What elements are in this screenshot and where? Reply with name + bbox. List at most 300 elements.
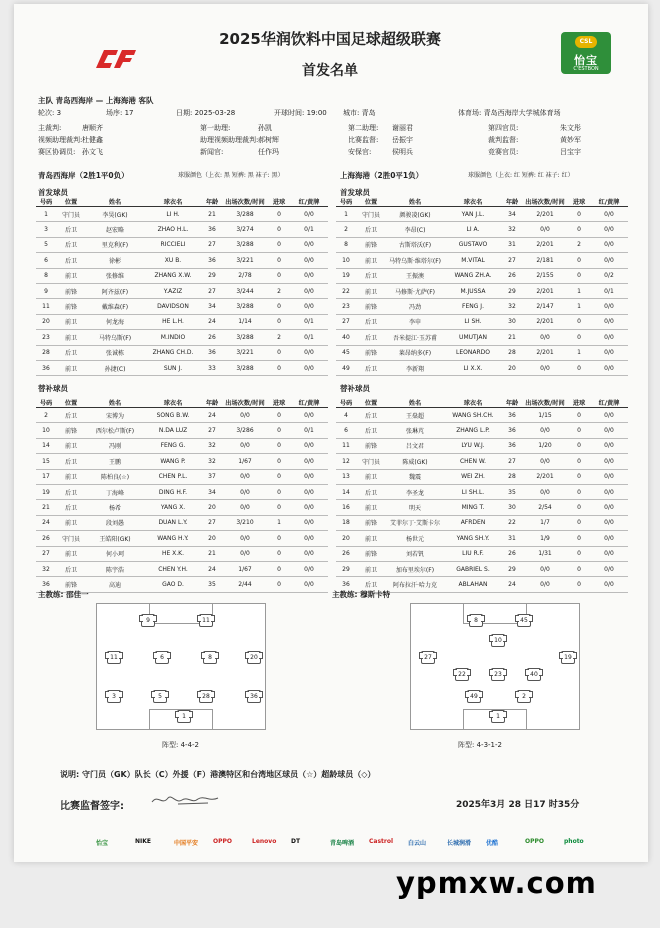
official-role: 助理视频助理裁判: [200, 136, 259, 144]
player-cell: 马特乌斯(F) [86, 330, 144, 345]
player-cell: 0 [268, 345, 290, 360]
player-row [36, 345, 328, 360]
player-cell: 0/0 [522, 454, 568, 469]
player-cell: 0/1 [290, 423, 328, 438]
official-role: 裁判监督: [488, 136, 519, 144]
player-cell: 1 [568, 345, 590, 360]
player-cell: 陈威(GK) [386, 454, 444, 469]
player-cell: 前锋 [356, 345, 386, 360]
player-cell: 前卫 [356, 283, 386, 298]
player-cell: 0/0 [590, 484, 628, 499]
player-cell: 2 [36, 408, 56, 423]
player-cell: 张琳芃 [386, 423, 444, 438]
player-cell: 0/1 [290, 314, 328, 329]
player-cell: 0/0 [222, 484, 268, 499]
sponsor-logo: 优酷 [486, 840, 499, 847]
player-cell: DUAN L.Y. [144, 515, 202, 530]
player-cell: 前锋 [56, 577, 86, 592]
player-cell: 0/0 [222, 408, 268, 423]
player-cell: 赵宏略 [86, 222, 144, 237]
player-cell: 0/0 [590, 438, 628, 453]
player-row [336, 423, 628, 438]
player-row [336, 345, 628, 360]
player-cell: 李圣龙 [386, 484, 444, 499]
player-row [36, 531, 328, 546]
player-cell: 前卫 [56, 330, 86, 345]
player-row [336, 438, 628, 453]
player-cell: 莱昂纳多(F) [386, 345, 444, 360]
player-cell: 0 [268, 360, 290, 375]
player-cell: 0 [568, 546, 590, 561]
player-shirt-icon: 6 [155, 651, 169, 664]
away-starters-label: 首发球员 [340, 188, 370, 197]
player-cell: 18 [336, 515, 356, 530]
official-role: 主裁判: [38, 124, 62, 132]
player-cell: 1/20 [522, 438, 568, 453]
player-cell: 36 [202, 222, 222, 237]
player-cell: 0/0 [290, 531, 328, 546]
official-name: 黄妙军 [560, 136, 581, 144]
column-header: 红/黄牌 [590, 398, 628, 408]
player-row [336, 515, 628, 530]
player-cell: 40 [336, 330, 356, 345]
player-cell: 前卫 [356, 500, 386, 515]
player-cell: WANG H.Y. [144, 531, 202, 546]
player-cell: 13 [336, 469, 356, 484]
column-header: 进球 [268, 197, 290, 207]
player-cell: 11 [36, 299, 56, 314]
player-cell: ZHANG X.W. [144, 268, 202, 283]
player-cell: 后卫 [56, 561, 86, 576]
official-role: 安保官: [348, 148, 372, 156]
player-cell: 36 [202, 253, 222, 268]
player-cell: 前卫 [56, 438, 86, 453]
column-header: 号码 [36, 398, 56, 408]
player-cell: 明天 [386, 500, 444, 515]
player-row [36, 469, 328, 484]
player-cell: SONG B.W. [144, 408, 202, 423]
player-cell: 0 [568, 438, 590, 453]
player-row [336, 299, 628, 314]
away-formation: 阵型: 4-3-1-2 [458, 741, 502, 749]
away-team-name: 上海海港（2胜0平1负） [340, 171, 424, 180]
column-header: 姓名 [86, 398, 144, 408]
player-row [336, 531, 628, 546]
player-cell: 颜骏凌(GK) [386, 207, 444, 222]
player-cell: 29 [502, 561, 522, 576]
player-cell: 1/67 [222, 561, 268, 576]
player-cell: WANG ZH.A. [444, 268, 502, 283]
player-cell: 20 [202, 500, 222, 515]
player-cell: 27 [202, 283, 222, 298]
player-cell: 后卫 [356, 314, 386, 329]
player-cell: 2/201 [522, 237, 568, 252]
player-cell: 前锋 [356, 438, 386, 453]
player-cell: 陈柏良(☆) [86, 469, 144, 484]
player-cell: 后卫 [356, 360, 386, 375]
player-row [36, 314, 328, 329]
player-cell: WEI ZH. [444, 469, 502, 484]
player-cell: 0/0 [590, 237, 628, 252]
sponsor-logo: 青岛啤酒 [330, 840, 355, 847]
player-cell: 1 [568, 299, 590, 314]
away-starters-table [336, 197, 628, 376]
player-cell: 0/0 [290, 469, 328, 484]
player-cell: 0/0 [590, 469, 628, 484]
player-shirt-icon: 1 [491, 710, 505, 723]
player-cell: 后卫 [56, 454, 86, 469]
player-cell: 前卫 [56, 314, 86, 329]
player-cell: LYU W.J. [444, 438, 502, 453]
player-cell: 何龙海 [86, 314, 144, 329]
player-cell: 0 [268, 469, 290, 484]
home-subs-label: 替补球员 [38, 384, 68, 393]
player-shirt-icon: 45 [517, 614, 531, 627]
player-cell: MING T. [444, 500, 502, 515]
column-header: 球衣名 [444, 398, 502, 408]
player-cell: 23 [336, 299, 356, 314]
player-cell: 0/0 [290, 515, 328, 530]
player-cell: CHEN W. [444, 454, 502, 469]
player-cell: 后卫 [356, 423, 386, 438]
player-row [36, 561, 328, 576]
player-cell: RICCIELI [144, 237, 202, 252]
player-cell: GAO D. [144, 577, 202, 592]
player-cell: 2/54 [522, 500, 568, 515]
player-cell: 8 [336, 237, 356, 252]
column-header: 进球 [268, 398, 290, 408]
player-cell: 0 [268, 454, 290, 469]
player-cell: 0 [568, 469, 590, 484]
player-cell: 0/1 [290, 222, 328, 237]
player-cell: 14 [336, 484, 356, 499]
player-row [336, 454, 628, 469]
player-cell: Y.AZIZ [144, 283, 202, 298]
player-row [336, 207, 628, 222]
player-cell: WANG SH.CH. [444, 408, 502, 423]
player-cell: 0 [568, 515, 590, 530]
player-row [36, 515, 328, 530]
player-cell: 0/0 [222, 438, 268, 453]
player-cell: 0/0 [290, 237, 328, 252]
player-shirt-icon: 10 [491, 634, 505, 647]
player-cell: 前锋 [356, 546, 386, 561]
player-cell: 8 [36, 268, 56, 283]
player-shirt-icon: 3 [107, 690, 121, 703]
player-shirt-icon: 1 [177, 710, 191, 723]
player-cell: 31 [502, 237, 522, 252]
column-header: 进球 [568, 398, 590, 408]
official-name: 郝树辉 [258, 136, 279, 144]
player-cell: 0/0 [590, 454, 628, 469]
player-cell: 前卫 [356, 531, 386, 546]
home-coach: 主教练: 邵佳一 [38, 590, 89, 599]
player-cell: 0/0 [590, 577, 628, 592]
column-header: 出场次数/时间 [222, 398, 268, 408]
player-cell: 0/0 [590, 207, 628, 222]
player-cell: 前卫 [356, 469, 386, 484]
player-cell: 后卫 [56, 345, 86, 360]
sponsor-logo: OPPO [525, 838, 544, 845]
player-cell: 33 [202, 360, 222, 375]
player-cell: 0/0 [522, 577, 568, 592]
player-cell: LI SH. [444, 314, 502, 329]
player-cell: 3/274 [222, 222, 268, 237]
player-cell: 3/221 [222, 253, 268, 268]
player-cell: 29 [336, 561, 356, 576]
player-cell: 0 [268, 423, 290, 438]
player-shirt-icon: 9 [141, 614, 155, 627]
player-shirt-icon: 20 [247, 651, 261, 664]
sponsor-logo: DT [291, 838, 301, 845]
column-header: 姓名 [86, 197, 144, 207]
player-cell: 27 [202, 515, 222, 530]
player-row [36, 253, 328, 268]
player-cell: 0/0 [290, 484, 328, 499]
column-header: 年龄 [202, 398, 222, 408]
home-team-name: 青岛西海岸（2胜1平0负） [38, 171, 129, 180]
sponsor-logo: photo [564, 838, 584, 845]
player-cell: 0/0 [222, 500, 268, 515]
match-number: 场序: 17 [106, 109, 134, 117]
player-cell: 张修维 [86, 268, 144, 283]
player-cell: ABLAHAN [444, 577, 502, 592]
player-cell: 阿布拉汗·哈力克 [386, 577, 444, 592]
player-row [336, 500, 628, 515]
player-cell: 马特乌斯·维塔尔(F) [386, 253, 444, 268]
player-cell: 0 [568, 253, 590, 268]
column-header: 号码 [336, 197, 356, 207]
player-shirt-icon: 40 [527, 668, 541, 681]
player-row [36, 423, 328, 438]
player-cell: 28 [36, 345, 56, 360]
player-cell: 0 [268, 500, 290, 515]
player-cell: 2 [268, 330, 290, 345]
player-cell: 2/44 [222, 577, 268, 592]
player-cell: ZHANG CH.D. [144, 345, 202, 360]
player-cell: 2/201 [522, 283, 568, 298]
player-row [336, 561, 628, 576]
player-cell: 0/0 [290, 546, 328, 561]
player-cell: 26 [202, 330, 222, 345]
away-formation-pitch [410, 603, 580, 730]
player-cell: 2/201 [522, 207, 568, 222]
round: 轮次: 3 [38, 109, 62, 117]
player-cell: LI SH.L. [444, 484, 502, 499]
player-cell: 32 [502, 299, 522, 314]
player-cell: 0/0 [290, 500, 328, 515]
player-cell: 19 [336, 268, 356, 283]
player-cell: 王皓阳(GK) [86, 531, 144, 546]
player-cell: 3/288 [222, 207, 268, 222]
player-cell: 2/78 [222, 268, 268, 283]
player-cell: 11 [336, 438, 356, 453]
match-date: 日期: 2025-03-28 [176, 109, 236, 117]
player-cell: 36 [336, 577, 356, 592]
player-cell: 36 [502, 408, 522, 423]
column-header: 号码 [336, 398, 356, 408]
player-cell: 里克利(F) [86, 237, 144, 252]
player-shirt-icon: 11 [199, 614, 213, 627]
player-cell: 前卫 [56, 546, 86, 561]
player-cell: 段刘愚 [86, 515, 144, 530]
player-row [36, 207, 328, 222]
player-cell: 0 [568, 561, 590, 576]
player-cell: HE L.H. [144, 314, 202, 329]
player-cell: 32 [202, 454, 222, 469]
player-cell: 0/0 [290, 561, 328, 576]
player-cell: 0 [568, 423, 590, 438]
player-cell: SUN J. [144, 360, 202, 375]
player-cell: 0 [268, 484, 290, 499]
handwritten-signature [148, 790, 228, 810]
player-cell: M.INDIO [144, 330, 202, 345]
player-cell: 0 [568, 360, 590, 375]
player-cell: YANG X. [144, 500, 202, 515]
player-cell: 2/201 [522, 314, 568, 329]
player-cell: 2/155 [522, 268, 568, 283]
player-cell: 守门员 [56, 531, 86, 546]
player-row [36, 222, 328, 237]
player-cell: 27 [36, 546, 56, 561]
table-header-row [336, 197, 628, 207]
player-cell: 0/2 [590, 268, 628, 283]
official-name: 吕宝宇 [560, 148, 581, 156]
official-name: 任作玛 [258, 148, 279, 156]
player-cell: 0 [568, 408, 590, 423]
column-header: 号码 [36, 197, 56, 207]
player-cell: 3/288 [222, 360, 268, 375]
player-cell: 前锋 [56, 299, 86, 314]
player-cell: 0 [568, 500, 590, 515]
player-cell: 24 [36, 515, 56, 530]
sponsor-logo: OPPO [213, 838, 232, 845]
player-cell: 27 [336, 314, 356, 329]
player-cell: 27 [502, 454, 522, 469]
player-cell: 24 [202, 408, 222, 423]
player-row [336, 283, 628, 298]
player-cell: 2/147 [522, 299, 568, 314]
player-cell: 3/244 [222, 283, 268, 298]
player-cell: 前锋 [356, 515, 386, 530]
player-cell: 0 [568, 484, 590, 499]
player-cell: CHEN P.L. [144, 469, 202, 484]
column-header: 姓名 [386, 197, 444, 207]
player-cell: 艾菲尔丁·艾斯卡尔 [386, 515, 444, 530]
official-name: 侯明兵 [392, 148, 413, 156]
table-header-row [336, 398, 628, 408]
player-row [336, 268, 628, 283]
player-cell: 前卫 [56, 469, 86, 484]
player-cell: WANG P. [144, 454, 202, 469]
player-cell: DAVIDSON [144, 299, 202, 314]
column-header: 红/黄牌 [290, 197, 328, 207]
player-row [36, 299, 328, 314]
column-header: 球衣名 [144, 398, 202, 408]
player-cell: 36 [36, 360, 56, 375]
player-row [36, 484, 328, 499]
player-cell: 陈宇浩 [86, 561, 144, 576]
player-cell: 36 [502, 423, 522, 438]
player-cell: 前卫 [356, 561, 386, 576]
player-cell: 后卫 [356, 330, 386, 345]
player-cell: M.JUSSA [444, 283, 502, 298]
player-row [36, 408, 328, 423]
player-cell: LI H. [144, 207, 202, 222]
column-header: 年龄 [502, 197, 522, 207]
player-cell: 20 [36, 314, 56, 329]
column-header: 位置 [356, 398, 386, 408]
player-cell: 36 [502, 438, 522, 453]
player-cell: 24 [202, 561, 222, 576]
player-cell: 前卫 [356, 253, 386, 268]
player-cell: UMUTJAN [444, 330, 502, 345]
player-cell: 15 [36, 454, 56, 469]
player-cell: 0/0 [290, 345, 328, 360]
player-cell: 后卫 [356, 408, 386, 423]
player-shirt-icon: 8 [469, 614, 483, 627]
player-cell: 0 [268, 207, 290, 222]
column-header: 球衣名 [444, 197, 502, 207]
player-cell: 前卫 [56, 360, 86, 375]
player-cell: 后卫 [56, 237, 86, 252]
player-cell: 1/31 [522, 546, 568, 561]
sponsor-logo: 怡宝 [96, 840, 109, 847]
player-cell: 27 [502, 253, 522, 268]
player-cell: 后卫 [356, 484, 386, 499]
home-starters-table [36, 197, 328, 376]
watermark: ypmxw.com [396, 866, 597, 900]
player-cell: 1 [268, 515, 290, 530]
player-cell: 0/0 [590, 360, 628, 375]
official-name: 孙凯 [258, 124, 272, 132]
player-cell: 0/0 [590, 330, 628, 345]
player-cell: 0/0 [290, 207, 328, 222]
player-cell: 后卫 [356, 268, 386, 283]
player-cell: 0 [268, 299, 290, 314]
player-cell: 张诚栋 [86, 345, 144, 360]
official-role: 比赛监督: [348, 136, 379, 144]
player-cell: 0/0 [222, 531, 268, 546]
player-cell: 李昊(GK) [86, 207, 144, 222]
player-row [336, 222, 628, 237]
home-starters-label: 首发球员 [38, 188, 68, 197]
player-cell: N.DA LUZ [144, 423, 202, 438]
player-cell: 30 [502, 500, 522, 515]
player-cell: 2/201 [522, 469, 568, 484]
column-header: 位置 [56, 197, 86, 207]
player-cell: 吾米提江·玉苏甫 [386, 330, 444, 345]
official-role: 第二助理: [348, 124, 379, 132]
player-cell: 冯刚 [86, 438, 144, 453]
player-row [336, 253, 628, 268]
legend: 说明: 守门员（GK）队长（C）外援（F）港澳特区和台湾地区球员（☆）超龄球员（◇） [60, 770, 376, 779]
column-header: 红/黄牌 [590, 197, 628, 207]
match-label: 主队 青岛西海岸 — 上海海港 客队 [38, 96, 154, 105]
player-cell: 0/0 [590, 515, 628, 530]
player-cell: 36 [36, 577, 56, 592]
player-cell: 0 [268, 546, 290, 561]
player-cell: 0/0 [590, 546, 628, 561]
player-shirt-icon: 2 [517, 690, 531, 703]
column-header: 球衣名 [144, 197, 202, 207]
sponsor-logo: 长城润滑 [447, 840, 472, 847]
home-kit: 球服颜色（上衣: 黑 短裤: 黑 袜子: 黑） [178, 172, 284, 179]
player-row [336, 546, 628, 561]
player-cell: 1 [36, 207, 56, 222]
player-cell: 0 [568, 531, 590, 546]
player-cell: 王鹏 [86, 454, 144, 469]
